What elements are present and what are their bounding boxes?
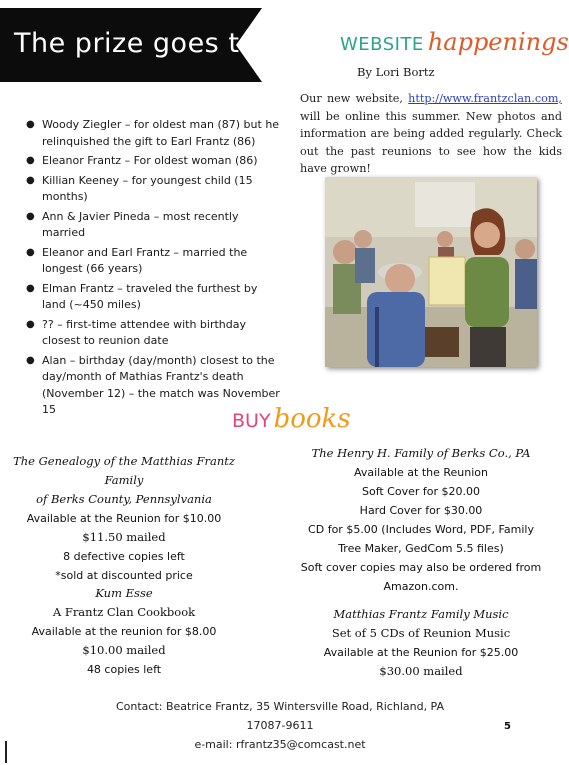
prize-list [22, 117, 284, 422]
bullet-icon: ● [26, 155, 35, 166]
book-music: Matthias Frantz Family Music Set of 5 CDs of Reunion Music Available at the Reunion for $25.00 $30.00 mailed [298, 605, 544, 681]
book-title: of Berks County, Pennsylvania [36, 492, 212, 506]
list-item: ● Woody Ziegler – for oldest man (87) but he relinquished the gift to Earl Frantz (86) [26, 118, 280, 148]
website-section-title: WEBSITE happenings [340, 28, 569, 56]
photo-illustration [325, 177, 537, 367]
list-item: ● Alan – birthday (day/month) closest to the day/month of Mathias Frantz's death (November 12) – the match was November 15 [26, 353, 280, 416]
book-henry: The Henry H. Family of Berks Co., PA Available at the Reunion Soft Cover for $20.00 Hard Cover for $30.00 CD for $5.00 (Includes Word, PDF, Family Tree Maker, GedCom 5.5 files) Soft cover copies may also be ordered from Amazon.com. [298, 444, 544, 596]
book-title: The Genealogy of the Matthias Frantz Family [13, 454, 235, 487]
book-title: Matthias Frantz Family Music [333, 607, 509, 621]
bullet-icon: ● [26, 282, 35, 294]
list-item: ● ?? – first-time attendee with birthday closest to reunion date [26, 317, 247, 347]
contact-info: Contact: Beatrice Frantz, 35 Wintersville Road, Richland, PA 17087-9611 e-mail: rfrantz35@comcast.net [100, 697, 460, 754]
book-cookbook: Kum Esse A Frantz Clan Cookbook Available at the reunion for $8.00 $10.00 mailed 48 copies left [5, 584, 243, 679]
bullet-icon: ● [26, 318, 35, 330]
book-title: Kum Esse [95, 586, 153, 600]
list-item: ● Elman Frantz – traveled the furthest by land (~450 miles) [26, 281, 258, 311]
book-genealogy: The Genealogy of the Matthias Frantz Family of Berks County, Pennsylvania Available at the Reunion for $10.00 $11.50 mailed 8 defective copies left *sold at discounted price [5, 452, 243, 585]
bullet-icon: ● [26, 246, 35, 258]
bullet-icon: ● [26, 210, 35, 222]
list-item: ● Eleanor and Earl Frantz – married the longest (66 years) [26, 245, 248, 275]
page-number: 5 [504, 721, 511, 732]
list-item: ● Killian Keeney – for youngest child (15 months) [26, 173, 253, 203]
prize-banner [0, 8, 267, 82]
website-link[interactable]: http://www.frantzclan.com, [408, 92, 562, 105]
contact-email: e-mail: rfrantz35@comcast.net [194, 738, 366, 751]
edge-mark [5, 741, 7, 763]
list-item: ● Ann & Javier Pineda – most recently married [26, 209, 239, 239]
website-paragraph: Our new website, http://www.frantzclan.com, will be online this summer. New photos and information are being added regularly. Check out the past reunions to see how the kids have grown! [300, 92, 562, 176]
bullet-icon: ● [26, 354, 35, 366]
reunion-photo [325, 177, 537, 367]
prize-title: The prize goes to: [14, 28, 267, 59]
list-item: ● Eleanor Frantz – For oldest woman (86) [22, 153, 284, 170]
bullet-icon: ● [26, 119, 35, 130]
buy-books-title: BUY books [232, 404, 351, 434]
byline: By Lori Bortz [357, 65, 435, 79]
bullet-icon: ● [26, 174, 35, 186]
book-title: The Henry H. Family of Berks Co., PA [311, 446, 531, 460]
